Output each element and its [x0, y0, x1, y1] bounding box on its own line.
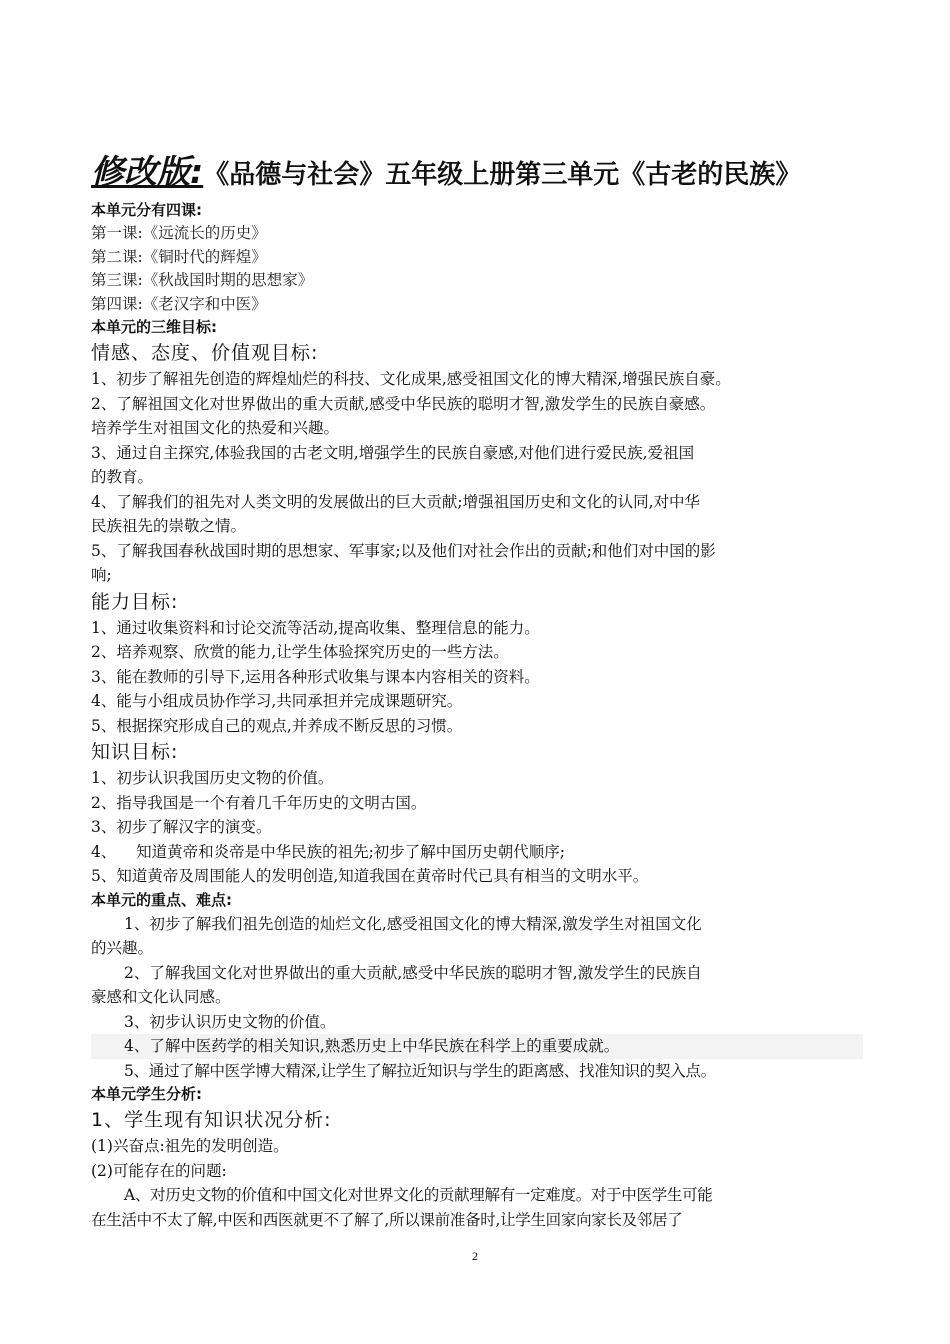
ability-goal-line: 1、通过收集资料和讨论交流等活动,提高收集、整理信息的能力。 — [91, 618, 540, 637]
emotion-goal-line: 响; — [91, 566, 112, 584]
knowledge-goal-line: 5、知道黄帝及周围能人的发明创造,知道我国在黄帝时代已具有相当的文明水平。 — [91, 867, 649, 885]
ability-goal-line: 5、根据探究形成自己的观点,并养成不断反思的习惯。 — [91, 716, 463, 735]
analysis-heading: 本单元学生分析: — [91, 1085, 202, 1103]
emotion-goal-line: 2、了解祖国文化对世界做出的重大贡献,感受中华民族的聪明才智,激发学生的民族自豪感。 — [91, 394, 716, 413]
lesson-item: 第一课:《远流长的历史》 — [91, 224, 267, 242]
ability-goals-heading: 能力目标: — [91, 590, 179, 613]
ability-goal-line: 4、能与小组成员协作学习,共同承担并完成课题研究。 — [91, 692, 463, 710]
ability-goal-line: 2、培养观察、欣赏的能力,让学生体验探究历史的一些方法。 — [91, 643, 509, 661]
emotion-goal-line: 民族祖先的崇敬之情。 — [91, 517, 247, 535]
lesson-item: 第四课:《老汉字和中医》 — [91, 294, 267, 313]
document-title — [91, 150, 863, 197]
key-point-line: 3、初步认识历史文物的价值。 — [124, 1012, 336, 1031]
title-main: 《品德与社会》五年级上册第三单元《古老的民族》 — [203, 160, 802, 190]
emotion-goal-line: 3、通过自主探究,体验我国的古老文明,增强学生的民族自豪感,对他们进行爱民族,爱祖国 — [91, 443, 695, 462]
emotion-goal-line: 4、了解我们的祖先对人类文明的发展做出的巨大贡献;增强祖国历史和文化的认同,对中华 — [91, 492, 701, 511]
analysis-sub-heading: 1、学生现有知识状况分析: — [91, 1109, 332, 1131]
analysis-point: (1)兴奋点:祖先的发明创造。 — [91, 1137, 289, 1155]
key-point-line: 豪感和文化认同感。 — [91, 988, 231, 1006]
knowledge-goal-line: 4、 知道黄帝和炎帝是中华民族的祖先;初步了解中国历史朝代顺序; — [91, 842, 566, 861]
emotion-goal-line: 1、初步了解祖先创造的辉煌灿烂的科技、文化成果,感受祖国文化的博大精深,增强民族自豪。 — [91, 370, 731, 388]
key-point-line: 的兴趣。 — [91, 939, 154, 957]
key-point-line: 4、了解中医药学的相关知识,熟悉历史上中华民族在科学上的重要成就。 — [91, 1034, 863, 1059]
key-points-heading: 本单元的重点、难点: — [91, 890, 232, 909]
lesson-item: 第二课:《铜时代的辉煌》 — [91, 247, 267, 266]
ability-goal-line: 3、能在教师的引导下,运用各种形式收集与课本内容相关的资料。 — [91, 667, 540, 686]
knowledge-goal-line: 1、初步认识我国历史文物的价值。 — [91, 769, 334, 787]
analysis-point: (2)可能存在的问题: — [91, 1161, 227, 1180]
analysis-paragraph: 在生活中不太了解,中医和西医就更不了解了,所以课前准备时,让学生回家向家长及邻居了 — [91, 1210, 683, 1229]
emotion-goal-line: 培养学生对祖国文化的热爱和兴趣。 — [91, 419, 340, 437]
emotion-goals-heading: 情感、态度、价值观目标: — [91, 342, 319, 364]
analysis-paragraph: A、对历史文物的价值和中国文化对世界文化的贡献理解有一定难度。对于中医学生可能 — [124, 1186, 713, 1204]
key-point-line: 5、通过了解中医学博大精深,让学生了解拉近知识与学生的距离感、找准知识的契入点。 — [124, 1061, 716, 1080]
document-body — [91, 150, 863, 1232]
key-point-line: 2、了解我国文化对世界做出的重大贡献,感受中华民族的聪明才智,激发学生的民族自 — [124, 963, 702, 982]
emotion-goal-line: 的教育。 — [91, 468, 154, 486]
knowledge-goals-heading: 知识目标: — [91, 741, 179, 763]
emotion-goal-line: 5、了解我国春秋战国时期的思想家、军事家;以及他们对社会作出的贡献;和他们对中国的影 — [91, 541, 716, 560]
lessons-heading: 本单元分有四课: — [91, 201, 202, 219]
lesson-item: 第三课:《秋战国时期的思想家》 — [91, 271, 314, 289]
key-point-line: 1、初步了解我们祖先创造的灿烂文化,感受祖国文化的博大精深,激发学生对祖国文化 — [124, 914, 702, 933]
knowledge-goal-line: 3、初步了解汉字的演变。 — [91, 818, 272, 836]
page-number: 2 — [472, 1249, 478, 1263]
title-prefix: 修改版: — [91, 152, 204, 191]
knowledge-goal-line: 2、指导我国是一个有着几千年历史的文明古国。 — [91, 793, 427, 812]
goals-heading: 本单元的三维目标: — [91, 318, 217, 336]
